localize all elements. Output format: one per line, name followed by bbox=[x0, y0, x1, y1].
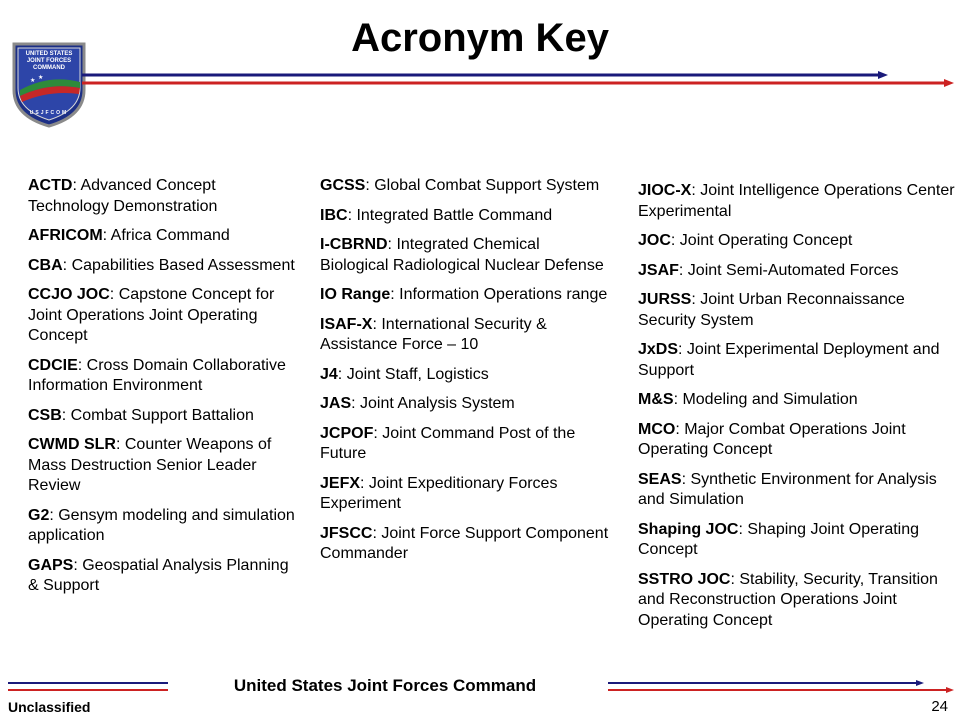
acronym-term: JOC bbox=[638, 232, 671, 249]
acronym-term: ACTD bbox=[28, 177, 73, 194]
acronym-term: SSTRO JOC bbox=[638, 570, 731, 588]
svg-text:UNITED STATES: UNITED STATES bbox=[25, 51, 73, 57]
acronym-definition: : Joint Staff, Logistics bbox=[337, 365, 489, 383]
acronym-entry bbox=[638, 420, 956, 461]
acronym-entry bbox=[638, 261, 956, 282]
acronym-term: ISAF-X bbox=[320, 315, 373, 333]
acronym-term: MCO bbox=[638, 420, 676, 438]
acronym-definition: : Integrated Battle Command bbox=[347, 206, 553, 224]
acronym-definition: : Integrated Chemical Biological Radiological Nuclear Defense bbox=[320, 236, 604, 274]
acronym-entry bbox=[320, 394, 610, 415]
acronym-entry bbox=[638, 231, 956, 252]
acronym-term: CDCIE bbox=[28, 356, 78, 374]
acronym-term: CCJO JOC bbox=[28, 286, 110, 303]
acronym-definition: : Cross Domain Collaborative Information Environment bbox=[28, 356, 286, 394]
acronym-term: IO Range bbox=[320, 286, 391, 303]
acronym-definition: : Counter Weapons of Mass Destruction Senior Leader Review bbox=[28, 436, 272, 494]
acronym-entry bbox=[28, 435, 300, 497]
acronym-column-1 bbox=[28, 176, 300, 606]
acronym-definition: : Synthetic Environment for Analysis and Simulation bbox=[638, 470, 937, 508]
acronym-term: CWMD SLR bbox=[28, 436, 116, 453]
acronym-definition: : Geospatial Analysis Planning & Support bbox=[28, 556, 289, 594]
acronym-term: CSB bbox=[28, 406, 62, 424]
acronym-entry bbox=[320, 524, 610, 565]
acronym-definition: : Joint Command Post of the Future bbox=[320, 424, 576, 462]
acronym-definition: : Modeling and Simulation bbox=[673, 391, 858, 408]
acronym-term: Shaping JOC bbox=[638, 520, 739, 538]
svg-text:★: ★ bbox=[30, 78, 36, 84]
usjfcom-seal-icon bbox=[8, 38, 90, 128]
acronym-term: JEFX bbox=[320, 474, 361, 492]
acronym-entry bbox=[638, 181, 956, 222]
acronym-entry bbox=[320, 424, 610, 465]
acronym-definition: : Global Combat Support System bbox=[365, 177, 600, 194]
acronym-term: JSAF bbox=[638, 261, 679, 279]
acronym-definition: : Information Operations range bbox=[390, 286, 608, 303]
svg-text:JOINT FORCES: JOINT FORCES bbox=[26, 58, 72, 64]
acronym-entry bbox=[28, 256, 300, 277]
footer-divider-right bbox=[608, 680, 956, 694]
footer-divider-left bbox=[8, 680, 168, 694]
acronym-term: JFSCC bbox=[320, 524, 373, 542]
acronym-definition: : Africa Command bbox=[102, 227, 230, 244]
acronym-definition: : Joint Semi-Automated Forces bbox=[678, 261, 899, 279]
acronym-entry bbox=[320, 206, 610, 227]
acronym-entry bbox=[638, 390, 956, 411]
header-divider bbox=[82, 66, 956, 92]
acronym-definition: : Joint Expeditionary Forces Experiment bbox=[320, 474, 558, 512]
acronym-entry bbox=[320, 474, 610, 515]
acronym-definition: : Gensym modeling and simulation application bbox=[28, 506, 295, 544]
acronym-entry bbox=[28, 356, 300, 397]
acronym-entry bbox=[320, 235, 610, 276]
acronym-definition: : Major Combat Operations Joint Operating Concept bbox=[638, 420, 906, 458]
acronym-entry bbox=[28, 406, 300, 427]
footer-organization: United States Joint Forces Command bbox=[233, 676, 537, 695]
slide-title: Acronym Key bbox=[351, 16, 609, 60]
acronym-term: G2 bbox=[28, 506, 50, 524]
acronym-entry bbox=[320, 176, 610, 197]
acronym-definition: : Capstone Concept for Joint Operations Joint Operating Concept bbox=[28, 286, 275, 344]
acronym-term: JIOC-X bbox=[638, 182, 692, 199]
acronym-column-2 bbox=[320, 176, 610, 574]
acronym-entry bbox=[28, 556, 300, 597]
svg-text:★: ★ bbox=[38, 75, 44, 81]
acronym-term: SEAS bbox=[638, 470, 682, 488]
acronym-definition: : Joint Intelligence Operations Center Experimental bbox=[638, 182, 955, 220]
acronym-entry bbox=[638, 290, 956, 331]
acronym-definition: : Joint Urban Reconnaissance Security System bbox=[638, 291, 905, 329]
acronym-definition: : Advanced Concept Technology Demonstration bbox=[28, 177, 218, 215]
svg-text:COMMAND: COMMAND bbox=[33, 65, 65, 71]
svg-text:USJFCOM: USJFCOM bbox=[29, 110, 69, 116]
acronym-entry bbox=[320, 285, 610, 306]
acronym-definition: : Joint Analysis System bbox=[351, 395, 515, 412]
acronym-term: CBA bbox=[28, 256, 63, 274]
acronym-definition: : Combat Support Battalion bbox=[61, 406, 254, 424]
acronym-entry bbox=[638, 520, 956, 561]
acronym-definition: : International Security & Assistance Force – 10 bbox=[320, 315, 547, 353]
acronym-entry bbox=[320, 365, 610, 386]
acronym-term: IBC bbox=[320, 206, 348, 224]
acronym-entry bbox=[28, 226, 300, 247]
acronym-entry bbox=[28, 285, 300, 347]
acronym-entry bbox=[638, 470, 956, 511]
acronym-definition: : Joint Experimental Deployment and Support bbox=[638, 341, 940, 379]
acronym-term: AFRICOM bbox=[28, 227, 103, 244]
classification-label: Unclassified bbox=[8, 699, 91, 715]
acronym-definition: : Shaping Joint Operating Concept bbox=[638, 520, 920, 558]
acronym-definition: : Stability, Security, Transition and Reconstruction Operations Joint Operating Concept bbox=[638, 570, 938, 629]
acronym-entry bbox=[28, 176, 300, 217]
acronym-column-3 bbox=[638, 181, 956, 640]
acronym-definition: : Joint Operating Concept bbox=[670, 232, 853, 249]
acronym-definition: : Capabilities Based Assessment bbox=[62, 256, 295, 274]
acronym-term: JxDS bbox=[638, 341, 679, 358]
acronym-term: I-CBRND bbox=[320, 236, 388, 253]
acronym-term: JURSS bbox=[638, 291, 692, 308]
acronym-entry bbox=[28, 506, 300, 547]
acronym-term: GCSS bbox=[320, 177, 366, 194]
acronym-entry bbox=[320, 315, 610, 356]
acronym-entry bbox=[638, 340, 956, 381]
acronym-entry bbox=[638, 570, 956, 632]
acronym-term: J4 bbox=[320, 365, 338, 383]
page-number: 24 bbox=[931, 698, 948, 715]
acronym-term: M&S bbox=[638, 391, 674, 408]
acronym-definition: : Joint Force Support Component Commander bbox=[320, 524, 609, 562]
acronym-term: JAS bbox=[320, 395, 352, 412]
acronym-term: GAPS bbox=[28, 556, 74, 574]
acronym-term: JCPOF bbox=[320, 424, 374, 442]
